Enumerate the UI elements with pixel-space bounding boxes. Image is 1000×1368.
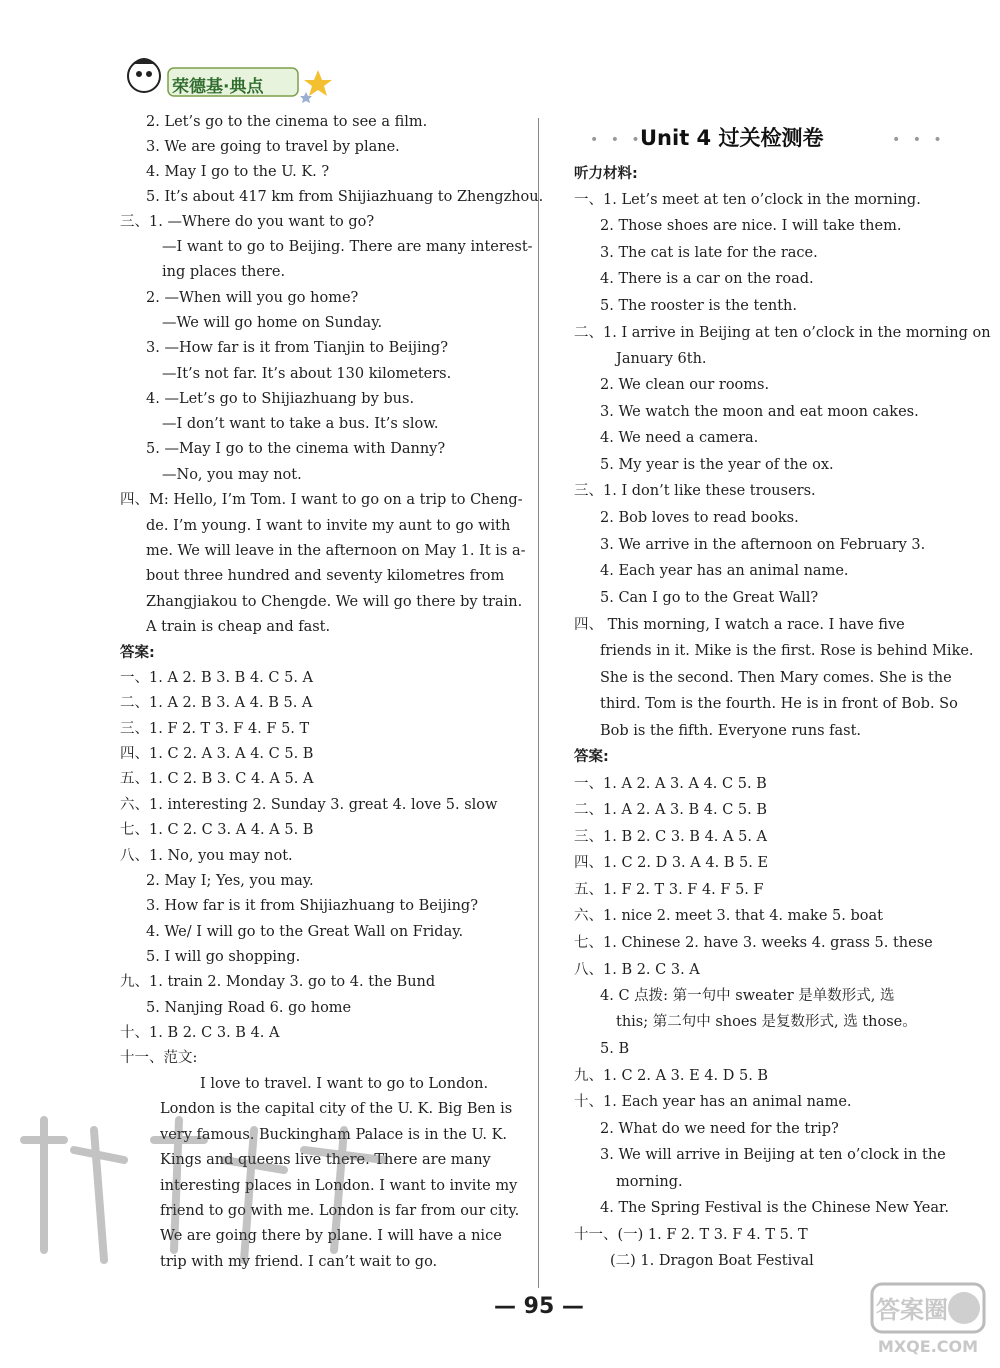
text-line: 5. It’s about 417 km from Shijiazhuang to Zhengzhou. (146, 189, 544, 205)
text-line: trip with my friend. I can’t wait to go. (160, 1254, 438, 1270)
text-line: 九、1. train 2. Monday 3. go to 4. the Bund (120, 974, 436, 990)
text-line: friend to go with me. London is far from our city. (160, 1203, 520, 1219)
text-line: 一、1. Let’s meet at ten o’clock in the morning. (574, 192, 921, 208)
text-line: morning. (616, 1174, 683, 1190)
watermark-stamp-logo (868, 1280, 988, 1360)
text-line: 4. Each year has an animal name. (600, 563, 849, 579)
text-line: 七、1. Chinese 2. have 3. weeks 4. grass 5. these (574, 935, 933, 951)
text-line: 八、1. B 2. C 3. A (574, 962, 700, 978)
text-line: —It’s not far. It’s about 130 kilometers. (162, 366, 452, 382)
text-line: 十一、(一) 1. F 2. T 3. F 4. T 5. T (574, 1227, 808, 1243)
text-line: 四、M: Hello, I’m Tom. I want to go on a trip to Cheng- (120, 492, 523, 508)
text-line: 4. —Let’s go to Shijiazhuang by bus. (146, 391, 415, 407)
logo-text: 荣德基·典点 (172, 77, 264, 97)
text-line: 5. My year is the year of the ox. (600, 457, 834, 473)
text-line: 5. The rooster is the tenth. (600, 298, 797, 314)
text-line: A train is cheap and fast. (146, 619, 331, 635)
text-line: 二、1. A 2. B 3. A 4. B 5. A (120, 695, 313, 711)
text-line: 五、1. C 2. B 3. C 4. A 5. A (120, 771, 314, 787)
text-line: 4. May I go to the U. K. ? (146, 164, 330, 180)
text-line: —I don’t want to take a bus. It’s slow. (162, 416, 439, 432)
text-line: London is the capital city of the U. K. Big Ben is (160, 1101, 513, 1117)
page-number: — 95 — (494, 1294, 584, 1319)
text-line: 3. How far is it from Shijiazhuang to Beijing? (146, 898, 478, 914)
text-line: 2. What do we need for the trip? (600, 1121, 839, 1137)
text-line: 5. Can I go to the Great Wall? (600, 590, 819, 606)
text-line: 3. We watch the moon and eat moon cakes. (600, 404, 919, 420)
text-line: 5. Nanjing Road 6. go home (146, 1000, 352, 1016)
svg-text:MXQE.COM: MXQE.COM (877, 1337, 979, 1356)
text-line: 三、1. B 2. C 3. B 4. A 5. A (574, 829, 768, 845)
text-line: 二、1. A 2. A 3. B 4. C 5. B (574, 802, 768, 818)
text-line: 十一、范文: (120, 1050, 198, 1066)
text-line: 答案: (574, 749, 609, 765)
text-line: We are going there by plane. I will have a nice (160, 1228, 502, 1244)
publisher-logo (118, 50, 348, 110)
title-dots-left: • • • (590, 132, 644, 148)
unit-title: Unit 4 过关检测卷 (640, 126, 824, 150)
text-line: 六、1. nice 2. meet 3. that 4. make 5. boat (574, 908, 883, 924)
text-line: 3. We are going to travel by plane. (146, 139, 400, 155)
text-line: —We will go home on Sunday. (162, 315, 383, 331)
text-line: 四、1. C 2. D 3. A 4. B 5. E (574, 855, 769, 871)
text-line: 四、1. C 2. A 3. A 4. C 5. B (120, 746, 314, 762)
text-line: 5. —May I go to the cinema with Danny? (146, 441, 446, 457)
text-line: 3. The cat is late for the race. (600, 245, 818, 261)
title-dots-right: • • • (892, 132, 946, 148)
text-line: 七、1. C 2. C 3. A 4. A 5. B (120, 822, 314, 838)
text-line: 4. We/ I will go to the Great Wall on Friday. (146, 924, 464, 940)
text-line: 2. Bob loves to read books. (600, 510, 799, 526)
text-line: de. I’m young. I want to invite my aunt to go with (146, 518, 511, 534)
text-line: —I want to go to Beijing. There are many interest- (162, 239, 533, 255)
text-line: 4. C 点拨: 第一句中 sweater 是单数形式, 选 (600, 988, 895, 1004)
text-line: 4. We need a camera. (600, 430, 759, 446)
text-line: 2. —When will you go home? (146, 290, 359, 306)
text-line: 3. We arrive in the afternoon on February 3. (600, 537, 926, 553)
text-line: 3. We will arrive in Beijing at ten o’clock in the (600, 1147, 946, 1163)
text-line: 4. There is a car on the road. (600, 271, 814, 287)
text-line: 听力材料: (574, 166, 638, 182)
text-line: (二) 1. Dragon Boat Festival (610, 1253, 814, 1269)
text-line: 三、1. —Where do you want to go? (120, 214, 375, 230)
text-line: 答案: (120, 645, 155, 661)
text-line: 八、1. No, you may not. (120, 848, 293, 864)
text-line: 2. May I; Yes, you may. (146, 873, 314, 889)
svg-text:答案圈: 答案圈 (876, 1296, 948, 1324)
text-line: very famous. Buckingham Palace is in the U. K. (160, 1127, 508, 1143)
text-line: 九、1. C 2. A 3. E 4. D 5. B (574, 1068, 769, 1084)
text-line: Kings and queens live there. There are many (160, 1152, 491, 1168)
text-line: ing places there. (162, 264, 286, 280)
text-line: Bob is the fifth. Everyone runs fast. (600, 723, 862, 739)
text-line: me. We will leave in the afternoon on May 1. It is a- (146, 543, 526, 559)
text-line: 5. I will go shopping. (146, 949, 301, 965)
watermark-handwriting (4, 1100, 424, 1280)
text-line: 2. Let’s go to the cinema to see a film. (146, 114, 428, 130)
text-line: —No, you may not. (162, 467, 302, 483)
text-line: I love to travel. I want to go to London. (200, 1076, 489, 1092)
text-line: 2. Those shoes are nice. I will take them. (600, 218, 902, 234)
text-line: 二、1. I arrive in Beijing at ten o’clock in the morning on (574, 325, 991, 341)
text-line: 十、1. Each year has an animal name. (574, 1094, 852, 1110)
column-divider (538, 118, 539, 1288)
text-line: third. Tom is the fourth. He is in front of Bob. So (600, 696, 958, 712)
text-line: 4. The Spring Festival is the Chinese New Year. (600, 1200, 949, 1216)
text-line: She is the second. Then Mary comes. She is the (600, 670, 952, 686)
text-line: 五、1. F 2. T 3. F 4. F 5. F (574, 882, 764, 898)
text-line: 5. B (600, 1041, 630, 1057)
text-line: 四、 This morning, I watch a race. I have five (574, 617, 905, 633)
text-line: January 6th. (616, 351, 707, 367)
text-line: Zhangjiakou to Chengde. We will go there by train. (146, 594, 523, 610)
text-line: 十、1. B 2. C 3. B 4. A (120, 1025, 280, 1041)
text-line: bout three hundred and seventy kilometres from (146, 568, 505, 584)
text-line: 三、1. F 2. T 3. F 4. F 5. T (120, 721, 310, 737)
text-line: this; 第二句中 shoes 是复数形式, 选 those。 (616, 1014, 917, 1030)
text-line: interesting places in London. I want to invite my (160, 1178, 518, 1194)
text-line: 六、1. interesting 2. Sunday 3. great 4. love 5. slow (120, 797, 498, 813)
text-line: 一、1. A 2. B 3. B 4. C 5. A (120, 670, 314, 686)
text-line: friends in it. Mike is the first. Rose is behind Mike. (600, 643, 974, 659)
text-line: 一、1. A 2. A 3. A 4. C 5. B (574, 776, 767, 792)
text-line: 三、1. I don’t like these trousers. (574, 483, 816, 499)
text-line: 3. —How far is it from Tianjin to Beijing? (146, 340, 448, 356)
text-line: 2. We clean our rooms. (600, 377, 770, 393)
